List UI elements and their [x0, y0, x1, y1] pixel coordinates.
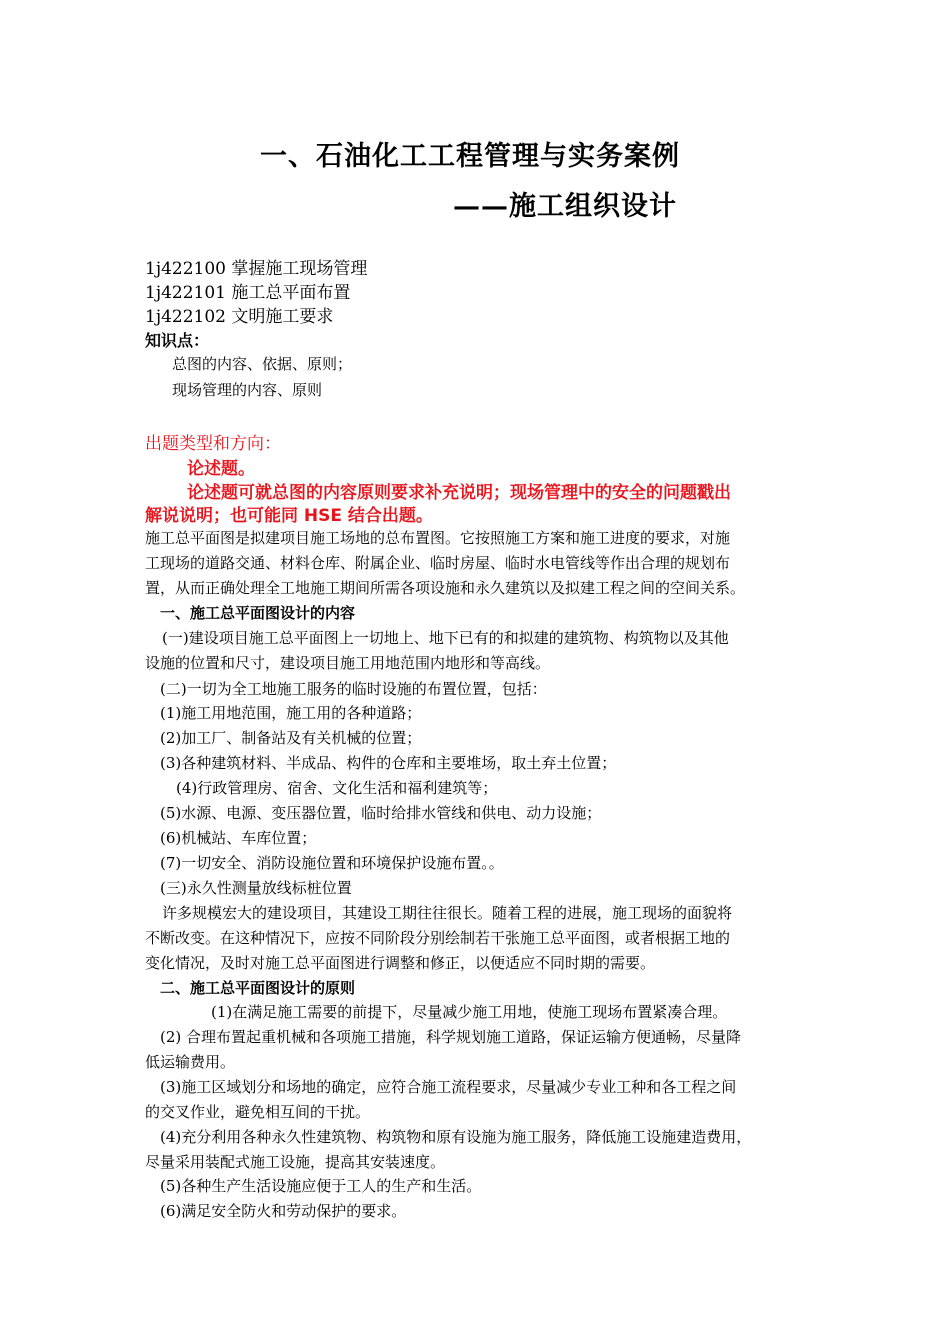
principle-4-line-1: (4)充分利用各种永久性建筑物、构筑物和原有设施为施工服务，降低施工设施建造费用，: [160, 1128, 752, 1146]
sub-item-1: (1)施工用地范围，施工用的各种道路；: [160, 704, 422, 722]
sub-item-4: (4)行政管理房、宿舍、文化生活和福利建筑等；: [176, 779, 498, 797]
intro-line-2: 工现场的道路交通、材料仓库、附属企业、临时房屋、临时水电管线等作出合理的规划布: [145, 554, 731, 572]
page-title: 一、石油化工工程管理与实务案例: [260, 141, 680, 172]
knowledge-item-2: 现场管理的内容、原则: [172, 381, 323, 399]
code-line-2: 1j422101 施工总平面布置: [145, 283, 351, 303]
code-line-1: 1j422100 掌握施工现场管理: [145, 259, 368, 279]
knowledge-label: 知识点：: [145, 331, 210, 350]
principle-2-line-1: (2) 合理布置起重机械和各项施工措施，科学规划施工道路，保证运输方便通畅，尽量降: [160, 1028, 742, 1046]
principle-3-line-2: 的交叉作业，避免相互间的干扰。: [145, 1103, 371, 1121]
question-desc-line-2: 解说说明；也可能同 HSE 结合出题。: [145, 506, 433, 526]
section-1-para-line-1: 许多规模宏大的建设项目，其建设工期往往很长。随着工程的进展，施工现场的面貌将: [162, 904, 733, 922]
sub-item-5: (5)水源、电源、变压器位置，临时给排水管线和供电、动力设施；: [160, 804, 602, 822]
sub-item-6: (6)机械站、车库位置；: [160, 829, 317, 847]
code-line-3: 1j422102 文明施工要求: [145, 307, 334, 327]
principle-4-line-2: 尽量采用装配式施工设施，提高其安装速度。: [145, 1153, 446, 1171]
sub-item-7: (7)一切安全、消防设施位置和环境保护设施布置。。: [160, 854, 504, 872]
intro-line-1: 施工总平面图是拟建项目施工场地的总布置图。它按照施工方案和施工进度的要求，对施: [145, 529, 731, 547]
principle-2-line-2: 低运输费用。: [145, 1053, 236, 1071]
section-1-para-line-3: 变化情况，及时对施工总平面图进行调整和修正，以便适应不同时期的需要。: [145, 954, 656, 972]
section-1-item-2: (二)一切为全工地施工服务的临时设施的布置位置，包括：: [160, 680, 547, 698]
section-1-heading: 一、施工总平面图设计的内容: [160, 604, 356, 622]
sub-item-2: (2)加工厂、制备站及有关机械的位置；: [160, 729, 422, 747]
section-1-item-1-line-1: (一)建设项目施工总平面图上一切地上、地下已有的和拟建的建筑物、构筑物以及其他: [162, 629, 729, 647]
section-1-para-line-2: 不断改变。在这种情况下，应按不同阶段分别绘制若干张施工总平面图，或者根据工地的: [145, 929, 731, 947]
section-1-item-1-line-2: 设施的位置和尺寸，建设项目施工用地范围内地形和等高线。: [145, 654, 551, 672]
question-desc-line-1: 论述题可就总图的内容原则要求补充说明；现场管理中的安全的问题戳出: [187, 483, 731, 503]
principle-6: (6)满足安全防火和劳动保护的要求。: [160, 1202, 407, 1220]
principle-5: (5)各种生产生活设施应便于工人的生产和生活。: [160, 1177, 482, 1195]
question-type: 论述题。: [187, 459, 255, 479]
sub-item-3: (3)各种建筑材料、半成品、构件的仓库和主要堆场，取土弃土位置；: [160, 754, 617, 772]
section-1-item-3: (三)永久性测量放线标桩位置: [160, 879, 352, 897]
knowledge-item-1: 总图的内容、依据、原则；: [172, 355, 353, 373]
section-2-heading: 二、施工总平面图设计的原则: [160, 979, 356, 997]
principle-3-line-1: (3)施工区域划分和场地的确定，应符合施工流程要求，尽量减少专业工种和各工程之间: [160, 1078, 737, 1096]
question-heading: 出题类型和方向：: [145, 434, 281, 454]
intro-line-3: 置，从而正确处理全工地施工期间所需各项设施和永久建筑以及拟建工程之间的空间关系。: [145, 579, 746, 597]
page-subtitle: ——施工组织设计: [453, 191, 677, 222]
principle-1: (1)在满足施工需要的前提下，尽量减少施工用地，使施工现场布置紧凑合理。: [211, 1003, 728, 1021]
